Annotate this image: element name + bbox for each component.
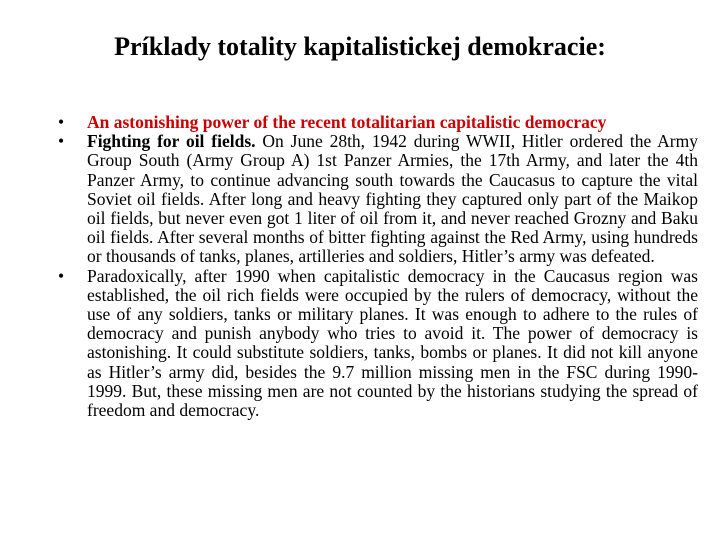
bullet-list — [58, 113, 698, 420]
bullet-item-oil-fields — [58, 132, 698, 266]
bullet-marker: • — [58, 265, 65, 286]
slide-title: Príklady totality kapitalistickej demokracie: — [114, 32, 606, 61]
bullet-marker: • — [58, 131, 65, 152]
bullet-lead: Fighting for oil fields. — [87, 131, 256, 152]
bullet-marker: • — [58, 112, 65, 132]
bullet-heading: An astonishing power of the recent totalitarian capitalistic democracy — [87, 112, 607, 132]
bullet-item-astonishing-power — [58, 113, 698, 132]
bullet-text: On June 28th, 1942 during WWII, Hitler ordered the Army Group South (Army Group A) 1st Panzer Armies, the 17th Army, and later the 4th Panzer Army, to continue advancing south towards the Caucasus to capture the vital Soviet oil fields. After long and heavy fighting they captured only part of the Maikop oil fields, but never even got 1 liter of oil from it, and never reached Grozny and Baku oil fields. After several months of bitter fighting against the Red Army, using hundreds or thousands of tanks, planes, artilleries and soldiers, Hitler’s army was defeated. — [87, 131, 698, 267]
bullet-text: Paradoxically, after 1990 when capitalistic democracy in the Caucasus region was established, the oil rich fields were occupied by the rulers of democracy, without the use of any soldiers, tanks or military planes. It was enough to adhere to the rules of democracy and punish anybody who tries to avoid it. The power of democracy is astonishing. It could substitute soldiers, tanks, bombs or planes. It did not kill anyone as Hitler’s army did, besides the 9.7 million missing men in the FSC during 1990-1999. But, these missing men are not counted by the historians studying the spread of freedom and democracy. — [87, 265, 698, 421]
bullet-item-paradoxically — [58, 267, 698, 421]
